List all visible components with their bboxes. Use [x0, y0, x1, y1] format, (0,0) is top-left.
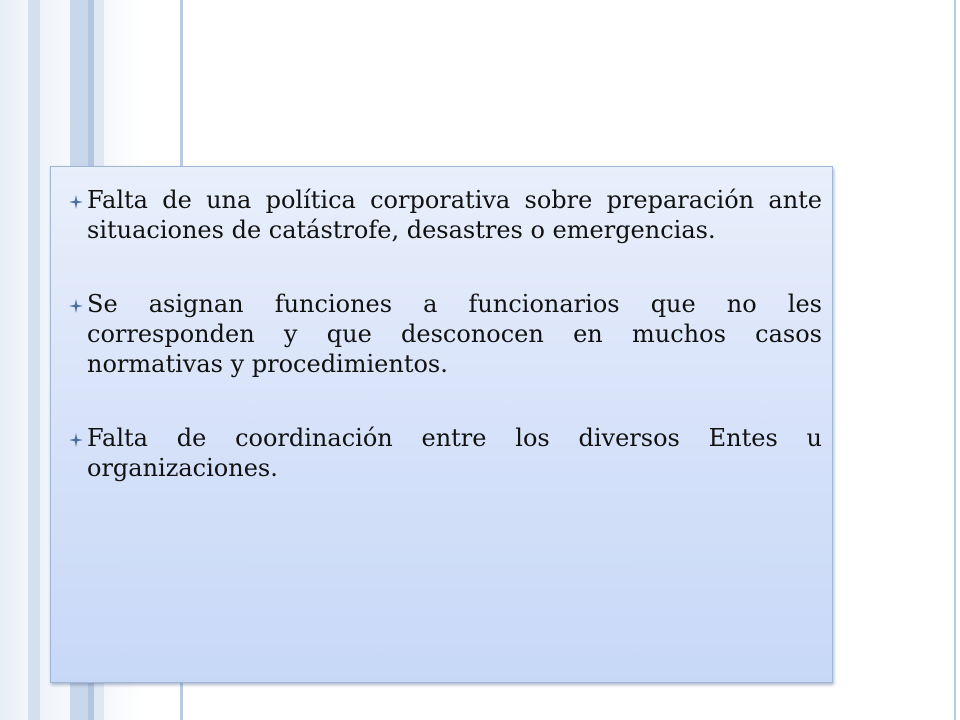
- four-point-star-icon: [65, 425, 87, 455]
- bullet-text: Falta de una política corporativa sobre preparación ante situaciones de catástrofe, desastres o emergencias.: [87, 186, 822, 244]
- four-point-star-icon: [65, 187, 87, 217]
- bullet-text: Falta de coordinación entre los diversos Entes u organizaciones.: [87, 424, 822, 482]
- decorative-stripe: [0, 0, 28, 720]
- content-box: [50, 166, 833, 683]
- bullet-item: [65, 289, 822, 379]
- decorative-vertical-line: [954, 0, 956, 720]
- bullet-text: Se asignan funciones a funcionarios que no les corresponden y que desconocen en muchos casos normativas y procedimientos.: [87, 290, 822, 378]
- four-point-star-icon: [65, 291, 87, 321]
- decorative-stripe: [28, 0, 40, 720]
- bullet-item: [65, 185, 822, 245]
- bullet-item: [65, 423, 822, 483]
